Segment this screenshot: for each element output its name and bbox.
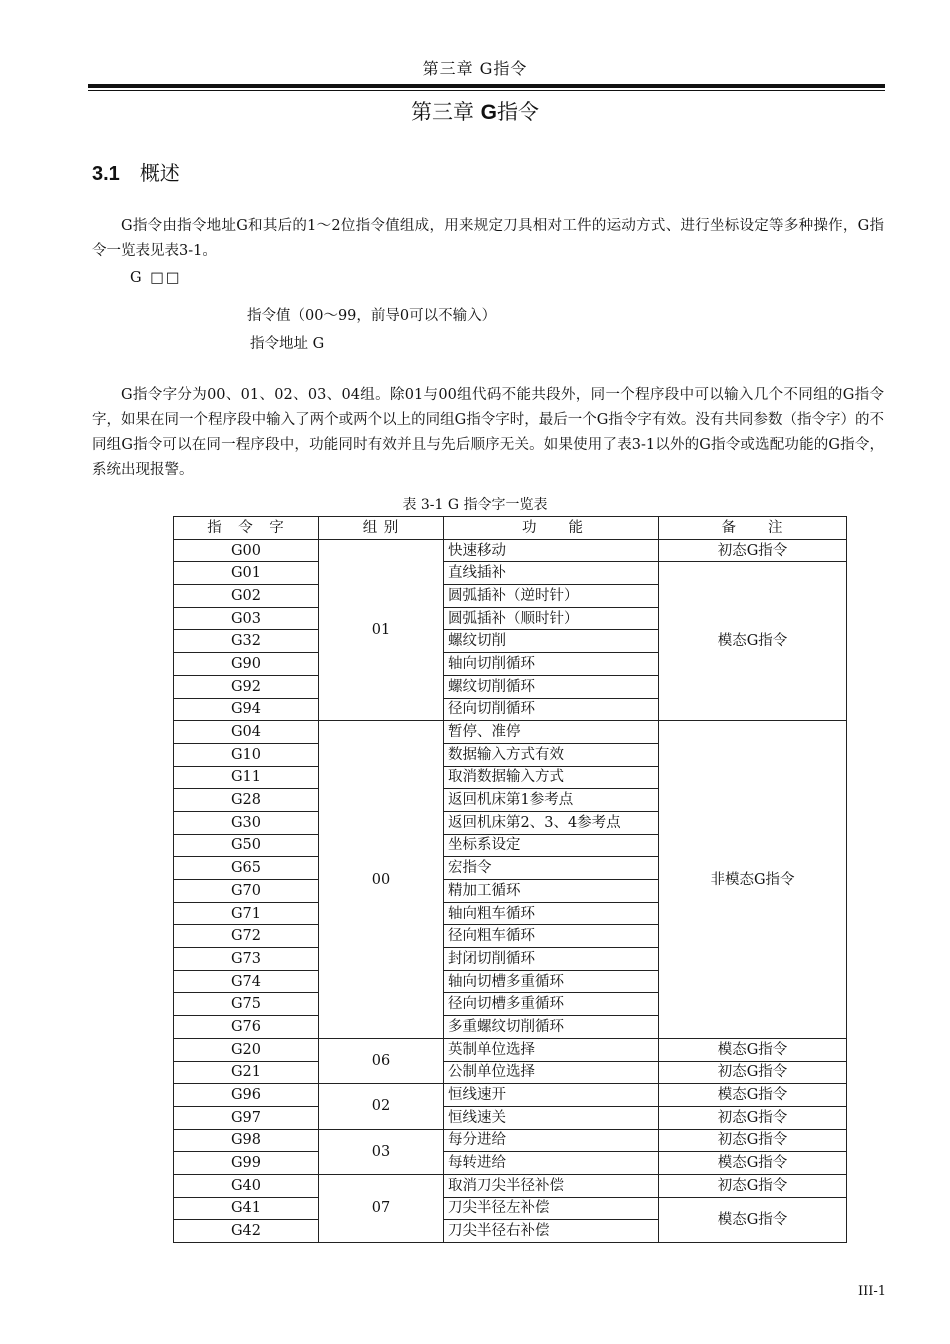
code-cell: G65 bbox=[174, 857, 319, 880]
function-cell: 多重螺纹切削循环 bbox=[444, 1016, 659, 1039]
note-cell: 初态G指令 bbox=[659, 1174, 847, 1197]
function-cell: 英制单位选择 bbox=[444, 1038, 659, 1061]
code-cell: G30 bbox=[174, 811, 319, 834]
function-cell: 快速移动 bbox=[444, 539, 659, 562]
header-group: 组 别 bbox=[319, 517, 444, 540]
table-row bbox=[174, 1061, 847, 1084]
function-cell: 直线插补 bbox=[444, 562, 659, 585]
header-note: 备 注 bbox=[659, 517, 847, 540]
code-cell: G02 bbox=[174, 585, 319, 608]
group-cell: 06 bbox=[319, 1038, 444, 1083]
code-cell: G92 bbox=[174, 675, 319, 698]
group-cell: 00 bbox=[319, 721, 444, 1039]
code-cell: G73 bbox=[174, 948, 319, 971]
header-function: 功 能 bbox=[444, 517, 659, 540]
table-row bbox=[174, 539, 847, 562]
function-cell: 螺纹切削循环 bbox=[444, 675, 659, 698]
code-cell: G71 bbox=[174, 902, 319, 925]
function-cell: 取消刀尖半径补偿 bbox=[444, 1174, 659, 1197]
code-cell: G11 bbox=[174, 766, 319, 789]
code-cell: G75 bbox=[174, 993, 319, 1016]
note-cell: 模态G指令 bbox=[659, 1197, 847, 1242]
code-cell: G00 bbox=[174, 539, 319, 562]
code-cell: G99 bbox=[174, 1152, 319, 1175]
table-caption: 表 3-1 G 指令字一览表 bbox=[402, 497, 548, 513]
table-row bbox=[174, 1129, 847, 1152]
note-cell: 模态G指令 bbox=[659, 562, 847, 721]
code-cell: G41 bbox=[174, 1197, 319, 1220]
function-cell: 暂停、准停 bbox=[444, 721, 659, 744]
note-cell: 初态G指令 bbox=[659, 539, 847, 562]
function-cell: 圆弧插补（顺时针） bbox=[444, 607, 659, 630]
chapter-title bbox=[0, 96, 950, 126]
header-code: 指 令 字 bbox=[174, 517, 319, 540]
function-cell: 封闭切削循环 bbox=[444, 948, 659, 971]
note-cell: 初态G指令 bbox=[659, 1106, 847, 1129]
format-address-label: 指令地址 G bbox=[250, 336, 325, 352]
code-cell: G28 bbox=[174, 789, 319, 812]
code-cell: G04 bbox=[174, 721, 319, 744]
table-row bbox=[174, 1038, 847, 1061]
function-cell: 精加工循环 bbox=[444, 880, 659, 903]
note-cell: 模态G指令 bbox=[659, 1152, 847, 1175]
function-cell: 返回机床第2、3、4参考点 bbox=[444, 811, 659, 834]
function-cell: 刀尖半径右补偿 bbox=[444, 1220, 659, 1243]
code-cell: G97 bbox=[174, 1106, 319, 1129]
code-cell: G03 bbox=[174, 607, 319, 630]
code-cell: G74 bbox=[174, 970, 319, 993]
group-cell: 03 bbox=[319, 1129, 444, 1174]
table-row bbox=[174, 1174, 847, 1197]
table-row bbox=[174, 1152, 847, 1175]
code-cell: G72 bbox=[174, 925, 319, 948]
function-cell: 轴向切削循环 bbox=[444, 653, 659, 676]
function-cell: 刀尖半径左补偿 bbox=[444, 1197, 659, 1220]
function-cell: 返回机床第1参考点 bbox=[444, 789, 659, 812]
format-value-label: 指令值（00～99，前导0可以不输入） bbox=[247, 308, 497, 324]
chapter-title-rest: 指令 bbox=[497, 100, 540, 124]
g-code-table bbox=[173, 516, 847, 1243]
code-cell: G01 bbox=[174, 562, 319, 585]
function-cell: 宏指令 bbox=[444, 857, 659, 880]
code-cell: G94 bbox=[174, 698, 319, 721]
function-cell: 恒线速关 bbox=[444, 1106, 659, 1129]
note-cell: 非模态G指令 bbox=[659, 721, 847, 1039]
function-cell: 数据输入方式有效 bbox=[444, 743, 659, 766]
code-cell: G96 bbox=[174, 1084, 319, 1107]
note-cell: 初态G指令 bbox=[659, 1129, 847, 1152]
table-header-row bbox=[174, 517, 847, 540]
function-cell: 径向切槽多重循环 bbox=[444, 993, 659, 1016]
function-cell: 取消数据输入方式 bbox=[444, 766, 659, 789]
function-cell: 坐标系设定 bbox=[444, 834, 659, 857]
function-cell: 每转进给 bbox=[444, 1152, 659, 1175]
code-cell: G10 bbox=[174, 743, 319, 766]
function-cell: 径向粗车循环 bbox=[444, 925, 659, 948]
page-number: III-1 bbox=[858, 1284, 887, 1299]
section-number: 3.1 bbox=[92, 163, 120, 185]
header-rule-thin bbox=[88, 90, 885, 91]
code-cell: G40 bbox=[174, 1174, 319, 1197]
code-cell: G42 bbox=[174, 1220, 319, 1243]
function-cell: 每分进给 bbox=[444, 1129, 659, 1152]
code-cell: G20 bbox=[174, 1038, 319, 1061]
code-cell: G98 bbox=[174, 1129, 319, 1152]
group-paragraph: G指令字分为00、01、02、03、04组。除01与00组代码不能共段外，同一个程序段中可以输入几个不同组的G指令字，如果在同一个程序段中输入了两个或两个以上的同组G指令字时，最后一个G指令字有效。没有共同参数（指令字）的不同组G指令可以在同一程序段中，功能同时有效并且与先后顺序无关。如果使用了表3-1以外的G指令或选配功能的G指令，系统出现报警。 bbox=[92, 387, 884, 478]
function-cell: 轴向粗车循环 bbox=[444, 902, 659, 925]
format-code: G □□ bbox=[130, 270, 182, 286]
group-cell: 01 bbox=[319, 539, 444, 721]
table-row bbox=[174, 721, 847, 744]
function-cell: 径向切削循环 bbox=[444, 698, 659, 721]
table-row bbox=[174, 1084, 847, 1107]
table-row bbox=[174, 562, 847, 585]
function-cell: 圆弧插补（逆时针） bbox=[444, 585, 659, 608]
group-cell: 07 bbox=[319, 1174, 444, 1242]
running-header: 第三章 G指令 bbox=[422, 59, 528, 78]
note-cell: 模态G指令 bbox=[659, 1084, 847, 1107]
header-rule-thick bbox=[88, 84, 885, 88]
function-cell: 恒线速开 bbox=[444, 1084, 659, 1107]
note-cell: 模态G指令 bbox=[659, 1038, 847, 1061]
group-cell: 02 bbox=[319, 1084, 444, 1129]
function-cell: 轴向切槽多重循环 bbox=[444, 970, 659, 993]
code-cell: G90 bbox=[174, 653, 319, 676]
intro-paragraph: G指令由指令地址G和其后的1～2位指令值组成，用来规定刀具相对工件的运动方式、进行坐标设定等多种操作，G指令一览表见表3-1。 bbox=[92, 218, 884, 259]
code-cell: G76 bbox=[174, 1016, 319, 1039]
table-row bbox=[174, 1106, 847, 1129]
code-cell: G21 bbox=[174, 1061, 319, 1084]
code-cell: G70 bbox=[174, 880, 319, 903]
code-cell: G32 bbox=[174, 630, 319, 653]
section-heading bbox=[92, 157, 180, 186]
function-cell: 公制单位选择 bbox=[444, 1061, 659, 1084]
function-cell: 螺纹切削 bbox=[444, 630, 659, 653]
chapter-prefix: 第三章 bbox=[410, 100, 474, 124]
section-title: 概述 bbox=[139, 161, 180, 185]
note-cell: 初态G指令 bbox=[659, 1061, 847, 1084]
code-cell: G50 bbox=[174, 834, 319, 857]
table-row bbox=[174, 1197, 847, 1220]
chapter-title-bold: G bbox=[480, 101, 498, 124]
